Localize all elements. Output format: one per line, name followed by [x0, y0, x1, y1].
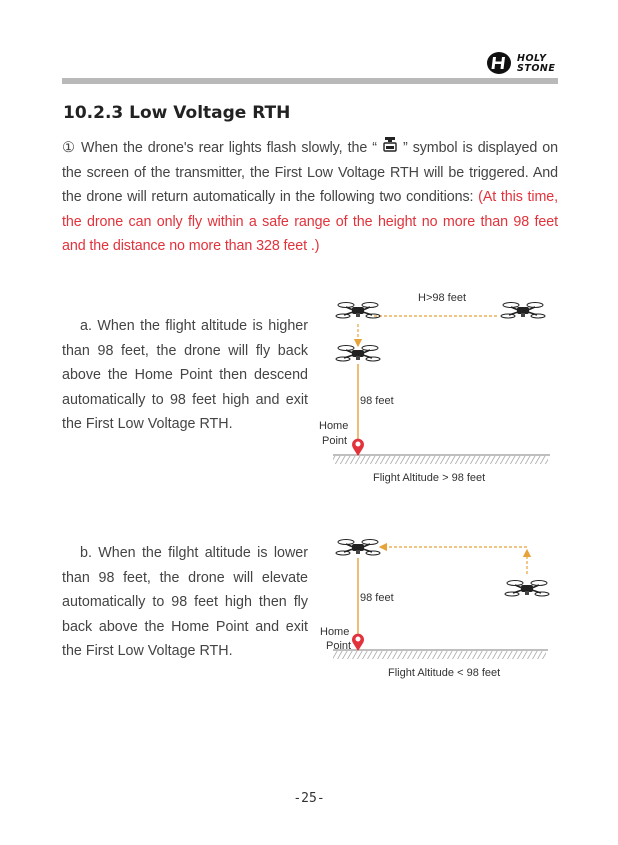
case-a-caption: Flight Altitude > 98 feet	[373, 472, 486, 484]
case-a-diagram	[316, 288, 562, 488]
logo-line2: STONE	[517, 63, 556, 74]
case-b-caption: Flight Altitude < 98 feet	[388, 667, 501, 679]
case-a-home-label-1: Home	[319, 420, 349, 432]
case-a-ground	[333, 456, 548, 464]
intro-red-note: (At this time, the drone can only fly within a safe range of the height no more than 98 feet and the distance no more than 328 feet .)	[62, 189, 559, 254]
case-b-diagram	[316, 530, 562, 730]
case-b-ground	[333, 651, 546, 659]
logo-line1: HOLY	[517, 53, 547, 64]
case-a-drone-descended	[336, 346, 380, 362]
case-a-h-label: H>98 feet	[418, 292, 467, 304]
logo-text	[517, 54, 555, 74]
case-a-height-label: 98 feet	[360, 395, 394, 407]
case-b-drone-low	[505, 581, 549, 597]
case-a-text: a. When the flight altitude is higher than 98 feet, the drone will fly back above the Home Point then descend automatically to 98 feet high and exit the First Low Voltage RTH.	[62, 318, 308, 432]
case-b-home-label-1: Home	[320, 626, 350, 638]
case-a-home-pin	[352, 439, 364, 456]
case-a-drone-top-left	[336, 303, 380, 319]
case-b-height-label: 98 feet	[360, 592, 394, 604]
case-b-home-label-2: Point	[326, 640, 352, 652]
page-number: -25-	[293, 791, 325, 806]
section-title: 10.2.3 Low Voltage RTH	[63, 103, 291, 123]
case-a-drone-far-right	[501, 303, 545, 319]
case-a-home-label-2: Point	[322, 435, 348, 447]
intro-text-before: When the drone's rear lights flash slowly, the “	[75, 140, 377, 156]
case-b-text: b. When the filght altitude is lower than 98 feet, the drone will elevate automatically to 98 feet high then fly back above the Home Point and exit the First Low Voltage RTH.	[62, 545, 308, 659]
intro-marker: ①	[62, 140, 76, 156]
intro-text-after: ” symbol is displayed on the screen of the transmitter, the First Low Voltage RTH will be triggered. And the drone will return automatically in the following two conditions:	[62, 140, 559, 205]
intro-paragraph	[62, 136, 558, 259]
case-b-drone-top	[336, 540, 380, 556]
transmitter-low-battery-icon	[377, 136, 403, 161]
header-bar	[62, 78, 558, 84]
case-b-home-pin	[352, 634, 364, 651]
